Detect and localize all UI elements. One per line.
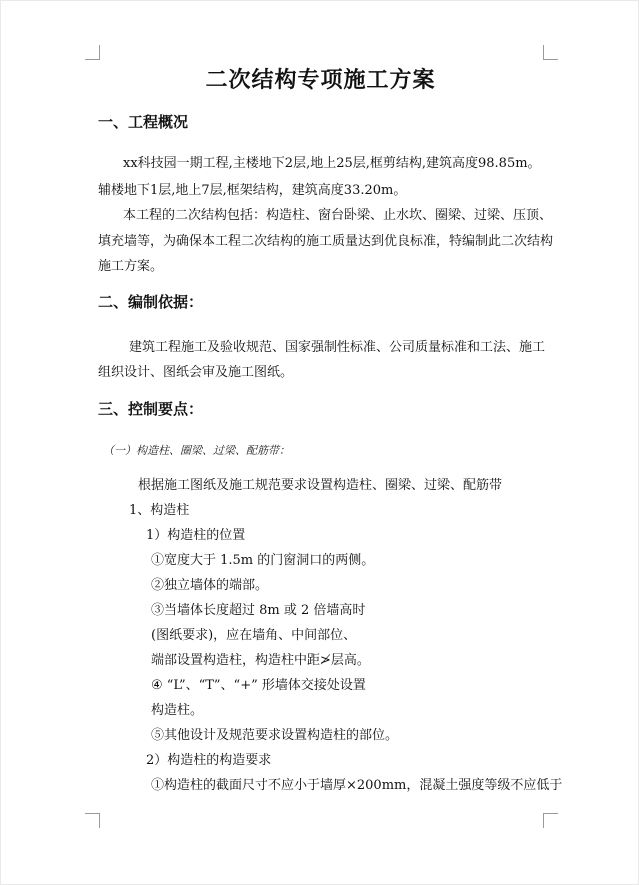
section-heading-control-points: 三、控制要点：: [98, 400, 204, 418]
document-title: 二次结构专项施工方案: [205, 67, 436, 93]
paragraph-line: xx科技园一期工程,主楼地下2层,地上25层,框剪结构,建筑高度98.85m。: [123, 156, 541, 171]
crop-mark-top-right: [543, 45, 558, 60]
paragraph-line: 填充墙等，为确保本工程二次结构的施工质量达到优良标准，特编制此二次结构: [98, 234, 554, 249]
list-item: 1）构造柱的位置: [146, 528, 246, 543]
crop-mark-top-left: [85, 45, 100, 60]
list-item: ⑤其他设计及规范要求设置构造柱的部位。: [151, 728, 399, 743]
list-item: 2）构造柱的构造要求: [146, 753, 272, 768]
paragraph-line: 组织设计、图纸会审及施工图纸。: [98, 365, 294, 380]
list-item: ④ “L”、“T”、“+” 形墙体交接处设置: [151, 678, 366, 693]
list-item: 构造柱。: [151, 703, 204, 718]
paragraph-line: 根据施工图纸及施工规范要求设置构造柱、圈梁、过梁、配筋带: [138, 478, 503, 493]
section-heading-overview: 一、工程概况: [98, 113, 189, 131]
list-item: ①构造柱的截面尺寸不应小于墙厚×200mm，混凝土强度等级不应低于: [151, 778, 563, 793]
list-item: ③当墙体长度超过 8m 或 2 倍墙高时: [151, 603, 366, 618]
list-item: 1、构造柱: [129, 503, 190, 518]
section-heading-basis: 二、编制依据：: [98, 293, 204, 311]
list-item: ①宽度大于 1.5m 的门窗洞口的两侧。: [151, 553, 375, 568]
paragraph-line: 建筑工程施工及验收规范、国家强制性标准、公司质量标准和工法、施工: [129, 340, 546, 355]
crop-mark-bottom-left: [85, 813, 100, 828]
crop-mark-bottom-right: [543, 813, 558, 828]
list-item: (图纸要求)，应在墙角、中间部位、: [151, 628, 357, 643]
list-item: 端部设置构造柱，构造柱中距≯层高。: [151, 653, 370, 668]
subsection-heading: （一）构造柱、圈梁、过梁、配筋带：: [103, 444, 290, 457]
paragraph-line: 本工程的二次结构包括：构造柱、窗台卧梁、止水坎、圈梁、过梁、压顶、: [123, 208, 553, 223]
paragraph-line: 施工方案。: [98, 259, 164, 274]
paragraph-line: 辅楼地下1层,地上7层,框架结构，建筑高度33.20m。: [98, 183, 407, 198]
list-item: ②独立墙体的端部。: [151, 578, 269, 593]
